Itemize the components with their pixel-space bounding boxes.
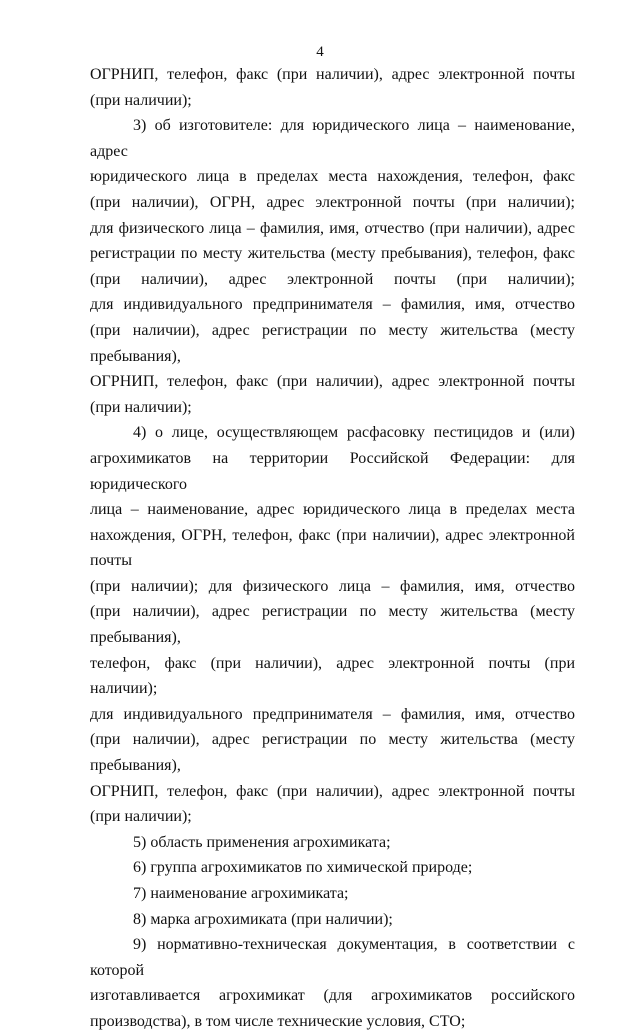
text-line: 9) нормативно-техническая документация, в соответствии с которой (90, 936, 575, 979)
text-line: изготавливается агрохимикат (для агрохимикатов российского (90, 987, 575, 1005)
text-line: регистрации по месту жительства (месту пребывания), телефон, факс (90, 245, 575, 263)
document-body (90, 62, 575, 1035)
text-line: юридического лица в пределах места нахождения, телефон, факс (90, 168, 575, 186)
text-line: (при наличии); (90, 91, 192, 109)
text-line: (при наличии), ОГРН, адрес электронной почты (при наличии); (90, 193, 575, 211)
text-line: для физического лица – фамилия, имя, отчество (при наличии), адрес (90, 219, 575, 237)
page-number: 4 (316, 44, 324, 60)
text-line: нахождения, ОГРН, телефон, факс (при наличии), адрес электронной почты (90, 526, 575, 570)
text-line: 5) область применения агрохимиката; (133, 833, 391, 851)
text-line: 7) наименование агрохимиката; (133, 885, 349, 902)
text-line: (при наличии), адрес регистрации по месту жительства (месту пребывания), (90, 603, 575, 647)
text-line: (при наличии), адрес электронной почты (при наличии); (90, 270, 575, 288)
text-line: (при наличии), адрес регистрации по месту жительства (месту пребывания), (90, 731, 575, 775)
text-line: (при наличии); (90, 398, 192, 416)
text-line: для индивидуального предпринимателя – фамилия, имя, отчество (90, 296, 575, 314)
text-line: 6) группа агрохимикатов по химической природе; (133, 859, 473, 877)
text-line: ОГРНИП, телефон, факс (при наличии), адрес электронной почты (90, 782, 575, 800)
text-line: (при наличии); для физического лица – фамилия, имя, отчество (90, 577, 575, 595)
text-line: производства), в том числе технические условия, СТО; (90, 1012, 466, 1030)
text-line: (при наличии); (90, 808, 192, 826)
text-line: телефон, факс (при наличии), адрес электронной почты (при наличии); (90, 654, 575, 698)
text-line: агрохимикатов на территории Российской Федерации: для юридического (90, 449, 575, 493)
text-line: 4) о лице, осуществляющем расфасовку пестицидов и (или) (133, 424, 575, 442)
text-line: 8) марка агрохимиката (при наличии); (133, 910, 393, 928)
text-line: ОГРНИП, телефон, факс (при наличии), адрес электронной почты (90, 373, 575, 391)
text-line: 3) об изготовителе: для юридического лица – наименование, адрес (90, 117, 575, 160)
text-line: ОГРНИП, телефон, факс (при наличии), адрес электронной почты (90, 66, 575, 83)
text-line: (при наличии), адрес регистрации по месту жительства (месту пребывания), (90, 321, 575, 365)
text-line: лица – наименование, адрес юридического лица в пределах места (90, 501, 575, 519)
text-line: для индивидуального предпринимателя – фамилия, имя, отчество (90, 705, 575, 723)
